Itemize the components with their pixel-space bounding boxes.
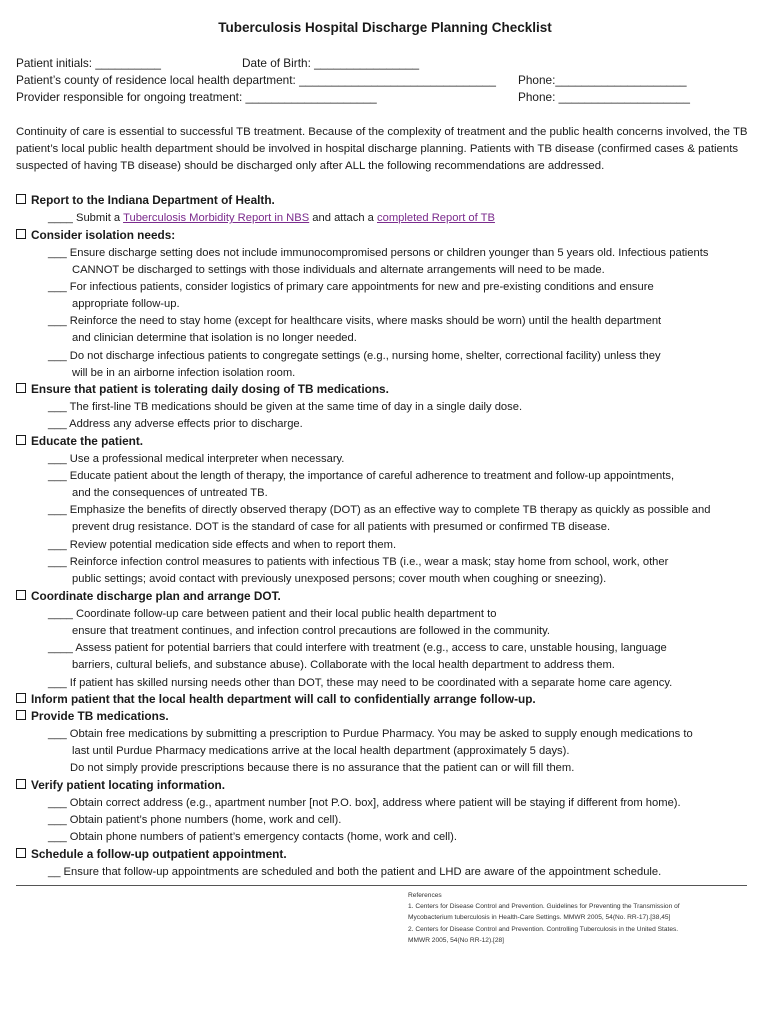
item-line: ___ If patient has skilled nursing needs other than DOT, these may need to be coordinated with a separate home care agency. xyxy=(48,677,673,689)
section-schedule-followup xyxy=(16,847,287,861)
report-of-tb-link[interactable]: completed Report of TB xyxy=(377,212,495,224)
list-item: ___ Obtain correct address (e.g., apartment number [not P.O. box], address where patient will be staying if different from home). xyxy=(48,797,681,809)
intro-paragraph: Continuity of care is essential to successful TB treatment. Because of the complexity of treatment and the public health concerns involved, the TB patient’s local public health department should be involved in hospital discharge planning. Patients with TB disease (confirmed cases & patients suspected of having TB disease) should be discharged only after ALL the following recommendations are addressed. xyxy=(16,126,748,173)
item-line: ___ Obtain free medications by submitting a prescription to Purdue Pharmacy. You may be asked to supply enough medications to xyxy=(48,728,693,740)
section-heading: Consider isolation needs: xyxy=(31,228,176,242)
item-line: and clinician determine that isolation is no longer needed. xyxy=(72,332,357,345)
item-line: ___ Review potential medication side effects and when to report them. xyxy=(48,539,397,551)
list-item xyxy=(48,554,758,588)
list-item xyxy=(48,468,758,502)
list-item: __ Ensure that follow-up appointments are scheduled and both the patient and LHD are aware of the appointment schedule. xyxy=(48,866,662,878)
checkbox-icon[interactable] xyxy=(16,383,26,393)
item-line: ___ Reinforce the need to stay home (except for healthcare visits, where masks should be worn) until the health department xyxy=(48,315,662,327)
checkbox-icon[interactable] xyxy=(16,229,26,239)
list-item xyxy=(48,348,758,382)
item-line: Do not simply provide prescriptions because there is no assurance that the patient can or will fill them. xyxy=(70,762,575,775)
list-item xyxy=(48,210,758,227)
section-heading: Schedule a follow-up outpatient appointment. xyxy=(31,847,287,861)
references-label: References xyxy=(408,892,442,899)
provider-phone-field[interactable]: Phone: ____________________ xyxy=(518,90,690,104)
list-item: ___ Address any adverse effects prior to discharge. xyxy=(48,418,303,430)
list-item xyxy=(48,640,758,674)
section-inform-patient xyxy=(16,692,536,706)
checkbox-icon[interactable] xyxy=(16,435,26,445)
section-report-idoh xyxy=(16,193,275,207)
item-line: will be in an airborne infection isolation room. xyxy=(72,367,296,380)
section-heading: Educate the patient. xyxy=(31,434,144,448)
section-daily-dosing xyxy=(16,382,389,396)
list-item xyxy=(48,245,758,279)
reference-line: MMWR 2005, 54(No RR-12).[28] xyxy=(408,936,505,944)
item-line: public settings; avoid contact with previously unexposed persons; cover mouth when coughing or sneezing). xyxy=(72,573,607,586)
checkbox-icon[interactable] xyxy=(16,710,26,720)
item-line: barriers, cultural beliefs, and substance abuse). Collaborate with the local health department to address them. xyxy=(72,659,615,672)
provider-field[interactable]: Provider responsible for ongoing treatment: ____________________ xyxy=(16,90,377,104)
section-isolation-needs xyxy=(16,228,175,242)
reference-line: 2. Centers for Disease Control and Prevention. Controlling Tuberculosis in the United States. xyxy=(408,925,679,933)
list-item: ___ Obtain phone numbers of patient’s emergency contacts (home, work and cell). xyxy=(48,831,457,843)
item-line: ___ Reinforce infection control measures to patients with infectious TB (i.e., wear a mask; stay home from school, work, other xyxy=(48,556,669,568)
health-department-phone-field[interactable]: Phone:____________________ xyxy=(518,73,687,87)
item-line: last until Purdue Pharmacy medications arrive at the local health department (approximately 5 days). xyxy=(72,745,570,758)
list-item xyxy=(48,279,758,313)
section-verify-locating-info xyxy=(16,778,225,792)
section-provide-medications xyxy=(16,709,169,723)
checkbox-icon[interactable] xyxy=(16,194,26,204)
item-line: and the consequences of untreated TB. xyxy=(72,487,268,500)
patient-initials-field[interactable]: Patient initials: __________ xyxy=(16,56,161,70)
item-line: ___ Do not discharge infectious patients to congregate settings (e.g., nursing home, shelter, correctional facility) unless they xyxy=(48,350,661,362)
section-heading: Inform patient that the local health department will call to confidentially arrange follow-up. xyxy=(31,692,536,706)
footer-divider xyxy=(16,885,747,886)
item-line: ensure that treatment continues, and infection control precautions are followed in the community. xyxy=(72,625,551,638)
item-line: ___ For infectious patients, consider logistics of primary care appointments for new and pre-existing conditions and ensure xyxy=(48,281,654,293)
item-line: ____ Assess patient for potential barriers that could interfere with treatment (e.g., access to care, unstable housing, language xyxy=(48,642,667,654)
section-educate-patient xyxy=(16,434,143,448)
item-line: ___ Emphasize the benefits of directly observed therapy (DOT) as an effective way to complete TB therapy as quickly as possible and xyxy=(48,504,711,516)
item-line: ___ Use a professional medical interpreter when necessary. xyxy=(48,453,345,465)
checkbox-icon[interactable] xyxy=(16,590,26,600)
list-item xyxy=(48,502,758,536)
list-item: ___ The first-line TB medications should be given at the same time of day in a single daily dose. xyxy=(48,401,523,413)
list-item xyxy=(48,313,758,347)
section-heading: Ensure that patient is tolerating daily dosing of TB medications. xyxy=(31,382,389,396)
item-text: ____ Submit a xyxy=(48,212,124,224)
checkbox-icon[interactable] xyxy=(16,779,26,789)
item-line: ___ Educate patient about the length of therapy, the importance of careful adherence to treatment and follow-up appointments, xyxy=(48,470,675,482)
list-item: ___ Obtain patient’s phone numbers (home, work and cell). xyxy=(48,814,342,826)
item-line: prevent drug resistance. DOT is the standard of case for all patients with presumed or confirmed TB disease. xyxy=(72,521,611,534)
morbidity-report-link[interactable]: Tuberculosis Morbidity Report in NBS xyxy=(123,212,310,224)
page-title: Tuberculosis Hospital Discharge Planning Checklist xyxy=(218,20,552,35)
section-coordinate-discharge xyxy=(16,589,281,603)
list-item xyxy=(48,451,758,468)
reference-line: Mycobacterium tuberculosis in Health-Care Settings. MMWR 2005, 54(No. RR-17).[38,45] xyxy=(408,914,671,922)
list-item xyxy=(48,537,758,554)
section-heading: Coordinate discharge plan and arrange DOT. xyxy=(31,589,281,603)
section-heading: Verify patient locating information. xyxy=(31,778,226,792)
list-item xyxy=(48,606,758,640)
item-line: ___ Ensure discharge setting does not include immunocompromised persons or children younger than 5 years old. Infectious patients xyxy=(48,247,709,259)
list-item xyxy=(48,675,758,692)
item-line: ____ Coordinate follow-up care between patient and their local public health department to xyxy=(48,608,497,620)
section-heading: Report to the Indiana Department of Health. xyxy=(31,193,275,207)
reference-line: 1. Centers for Disease Control and Prevention. Guidelines for Preventing the Transmission of xyxy=(408,903,680,911)
item-text: and attach a xyxy=(309,212,377,224)
section-heading: Provide TB medications. xyxy=(31,709,169,723)
item-line: appropriate follow-up. xyxy=(72,298,180,311)
checkbox-icon[interactable] xyxy=(16,848,26,858)
references xyxy=(408,890,728,946)
date-of-birth-field[interactable]: Date of Birth: ________________ xyxy=(242,56,420,70)
checkbox-icon[interactable] xyxy=(16,693,26,703)
item-line: CANNOT be discharged to settings with those individuals and alternate arrangements will need to be made. xyxy=(72,264,605,277)
list-item xyxy=(48,726,758,778)
county-health-department-field[interactable]: Patient’s county of residence local health department: ______________________________ xyxy=(16,73,496,87)
